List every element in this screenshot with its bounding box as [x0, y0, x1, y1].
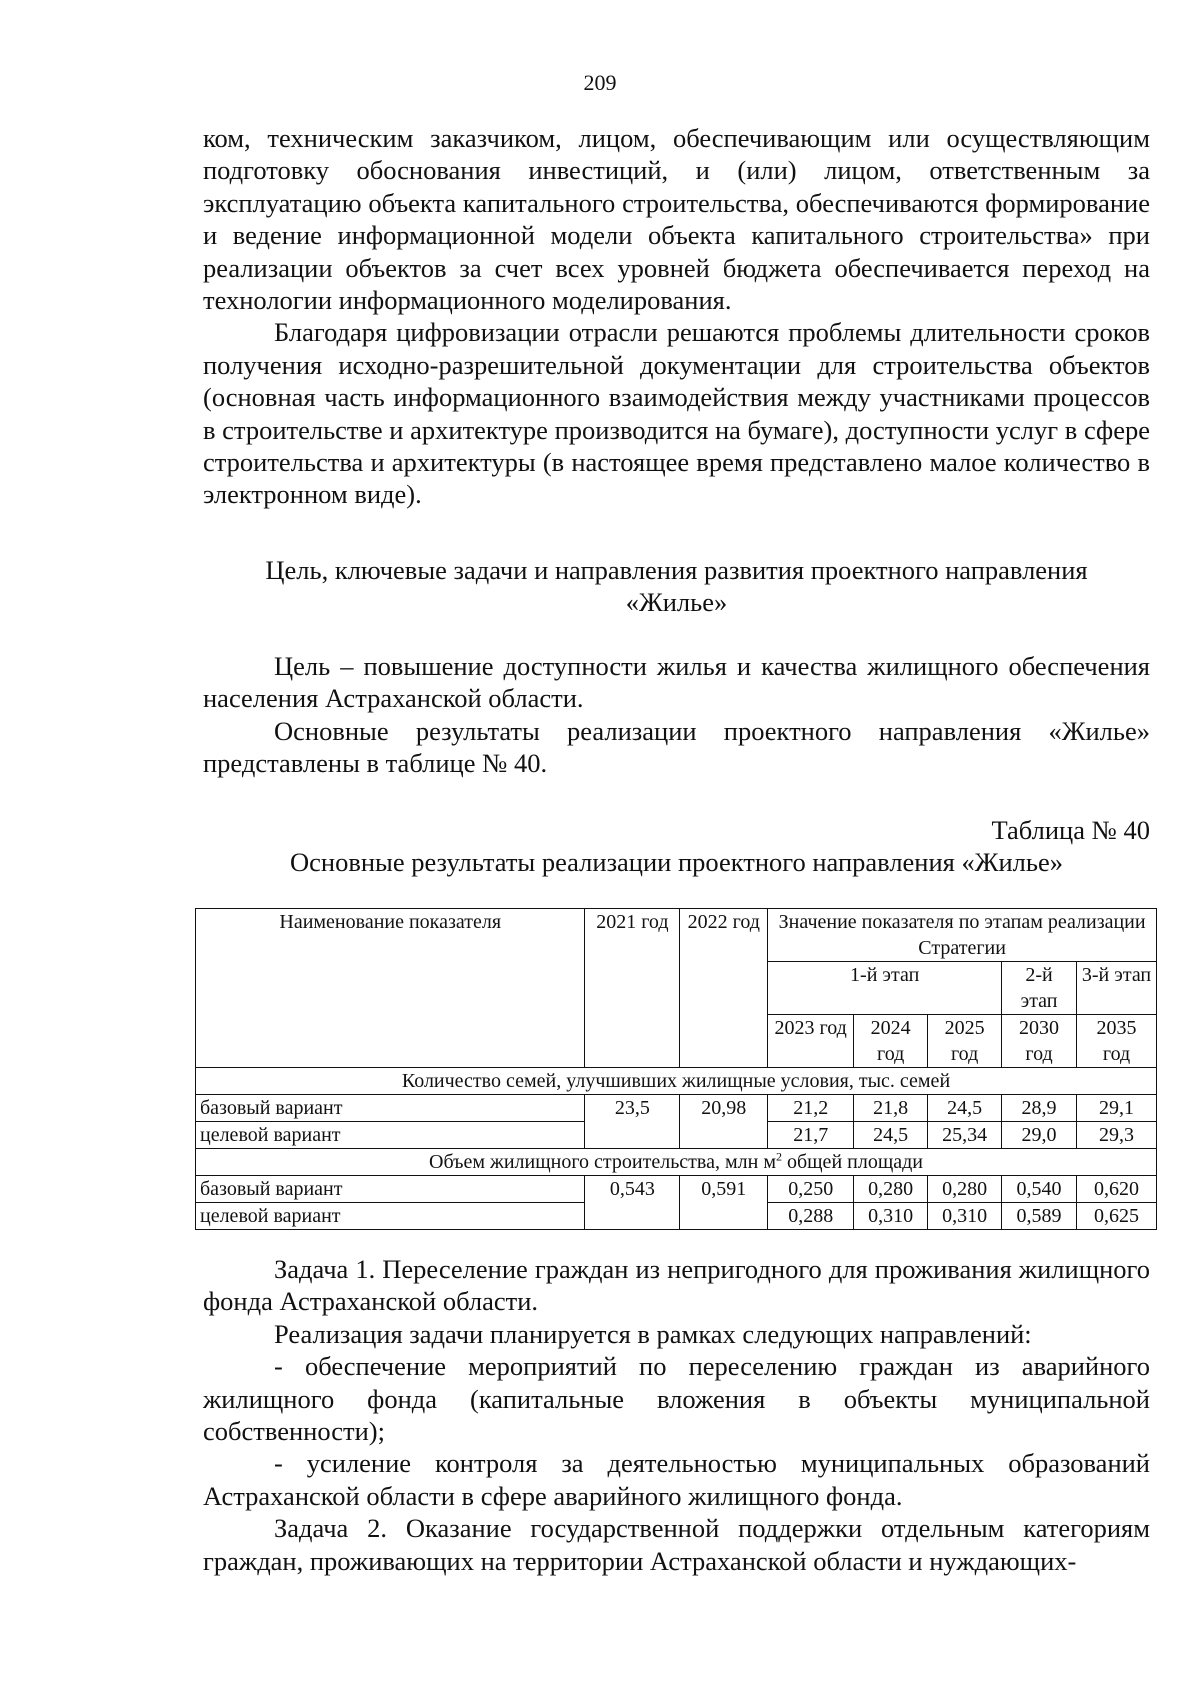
- section-title-text: Объем жилищного строительства, млн м: [429, 1151, 776, 1173]
- cell: 0,310: [928, 1203, 1002, 1230]
- header-stage-1: 1-й этап: [768, 962, 1002, 1015]
- row-name: целевой вариант: [196, 1203, 585, 1230]
- cell: 29,0: [1002, 1122, 1077, 1149]
- cell: 0,280: [854, 1176, 928, 1203]
- section-heading-line: «Жилье»: [625, 587, 728, 618]
- row-name: базовый вариант: [196, 1176, 585, 1203]
- header-stage-2: 2-й этап: [1002, 962, 1077, 1015]
- header-2024: 2024 год: [854, 1015, 928, 1068]
- table-row: [196, 1176, 1157, 1203]
- cell: 0,591: [680, 1176, 768, 1230]
- paragraph: Цель – повышение доступности жилья и качества жилищного обеспечения населения Астраханской области.: [203, 651, 1150, 714]
- header-2023: 2023 год: [768, 1015, 854, 1068]
- table-row: [196, 1095, 1157, 1122]
- table-caption: Основные результаты реализации проектного направления «Жилье»: [290, 847, 1063, 877]
- paragraph: - обеспечение мероприятий по переселению граждан из аварийного жилищного фонда (капитальные вложения в объекты муниципальной собственности);: [203, 1351, 1150, 1447]
- header-stage-3: 3-й этап: [1077, 962, 1157, 1015]
- paragraph: Благодаря цифровизации отрасли решаются проблемы длительности сроков получения исходно-разрешительной документации для строительства объектов (основная часть информационного взаимодействия между участниками процессов в строительстве и архитектуре производится на бумаге), доступности услуг в сфере строительства и архитектуры (в настоящее время представлено малое количество в электронном виде).: [203, 317, 1150, 510]
- superscript: 2: [775, 1149, 782, 1164]
- header-2021: 2021 год: [585, 909, 680, 1068]
- section-title: Количество семей, улучшивших жилищные условия, тыс. семей: [196, 1068, 1157, 1095]
- table-number: Таблица № 40: [991, 815, 1150, 845]
- section-title-text: общей площади: [781, 1151, 923, 1173]
- paragraph: Реализация задачи планируется в рамках следующих направлений:: [274, 1318, 1032, 1349]
- goal-text: [203, 650, 1150, 780]
- cell: 0,543: [585, 1176, 680, 1230]
- header-stages: Значение показателя по этапам реализации Стратегии: [768, 909, 1157, 962]
- cell: 21,8: [854, 1095, 928, 1122]
- paragraph: Основные результаты реализации проектного направления «Жилье» представлены в таблице № 40.: [203, 715, 1150, 779]
- section-heading-line: Цель, ключевые задачи и направления развития проектного направления: [265, 555, 1088, 585]
- cell: 24,5: [854, 1122, 928, 1149]
- cell: 21,2: [768, 1095, 854, 1122]
- paragraph: - усиление контроля за деятельностью муниципальных образований Астраханской области в сфере аварийного жилищного фонда.: [203, 1448, 1150, 1511]
- paragraph: ком, техническим заказчиком, лицом, обеспечивающим или осуществляющим подготовку обоснования инвестиций, и (или) лицом, ответственным за эксплуатацию объекта капитального строительства, обеспечиваются формирование и ведение информационной модели объекта капитального строительства» при реализации объектов за счет всех уровней бюджета обеспечивается переход на технологии информационного моделирования.: [203, 123, 1150, 316]
- cell: 0,540: [1002, 1176, 1077, 1203]
- row-name: целевой вариант: [196, 1122, 585, 1149]
- row-name: базовый вариант: [196, 1095, 585, 1122]
- cell: 24,5: [928, 1095, 1002, 1122]
- cell: 20,98: [680, 1095, 768, 1149]
- cell: 29,3: [1077, 1122, 1157, 1149]
- header-2035: 2035 год: [1077, 1015, 1157, 1068]
- header-2030: 2030 год: [1002, 1015, 1077, 1068]
- cell: 0,280: [928, 1176, 1002, 1203]
- intro-text: [203, 122, 1150, 511]
- cell: 28,9: [1002, 1095, 1077, 1122]
- cell: 0,310: [854, 1203, 928, 1230]
- cell: 29,1: [1077, 1095, 1157, 1122]
- cell: 0,625: [1077, 1203, 1157, 1230]
- paragraph: Задача 2. Оказание государственной поддержки отдельным категориям граждан, проживающих на территории Астраханской области и нуждающих-: [203, 1513, 1150, 1576]
- header-2025: 2025 год: [928, 1015, 1002, 1068]
- paragraph: Задача 1. Переселение граждан из непригодного для проживания жилищного фонда Астраханской области.: [203, 1254, 1150, 1317]
- header-indicator: Наименование показателя: [196, 909, 585, 1068]
- section-title: [196, 1149, 1157, 1176]
- section-heading: [203, 554, 1150, 619]
- cell: 0,288: [768, 1203, 854, 1230]
- results-table: [195, 908, 1157, 1230]
- page-number: 209: [583, 70, 617, 95]
- tasks-text: [203, 1253, 1150, 1577]
- cell: 0,250: [768, 1176, 854, 1203]
- cell: 23,5: [585, 1095, 680, 1149]
- header-2022: 2022 год: [680, 909, 768, 1068]
- cell: 0,620: [1077, 1176, 1157, 1203]
- cell: 25,34: [928, 1122, 1002, 1149]
- cell: 21,7: [768, 1122, 854, 1149]
- cell: 0,589: [1002, 1203, 1077, 1230]
